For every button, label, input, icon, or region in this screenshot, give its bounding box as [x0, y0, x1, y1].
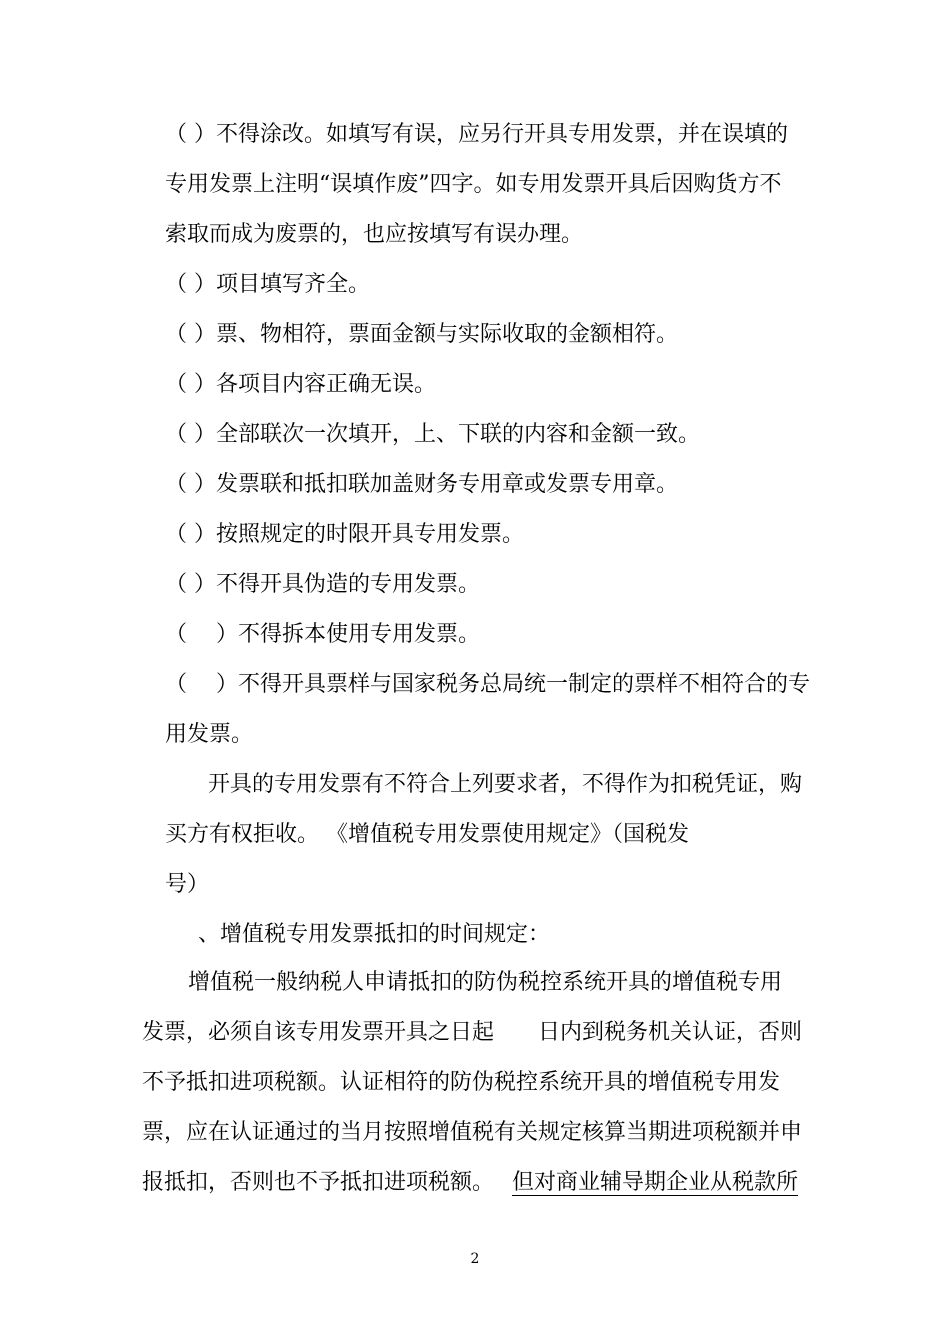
- text-line-18: 增值税一般纳税人申请抵扣的防伪税控系统开具的增值税专用: [188, 970, 783, 995]
- text-line-15: 买方有权拒收。 《增值税专用发票使用规定》（国税发: [165, 822, 689, 847]
- text-line-22: 报抵扣，否则也不予抵扣进项税额。: [142, 1170, 495, 1195]
- text-line-10: （ ）不得开具伪造的专用发票。: [165, 572, 480, 597]
- page-number: 2: [470, 1251, 480, 1267]
- text-line-6: （ ）各项目内容正确无误。: [165, 372, 436, 397]
- text-line-20: 不予抵扣进项税额。认证相符的防伪税控系统开具的增值税专用发: [142, 1070, 781, 1095]
- text-line-14: 开具的专用发票有不符合上列要求者，不得作为扣税凭证，购: [208, 772, 803, 797]
- underlined-text: 但对商业辅导期企业从税款所: [512, 1170, 799, 1195]
- text-line-16: 号）: [165, 872, 210, 897]
- text-line-9: （ ）按照规定的时限开具专用发票。: [165, 522, 524, 547]
- text-line-3: 索取而成为废票的，也应按填写有误办理。: [165, 222, 584, 247]
- text-line-21: 票，应在认证通过的当月按照增值税有关规定核算当期进项税额并申: [142, 1120, 803, 1145]
- text-line-4: （ ）项目填写齐全。: [165, 272, 370, 297]
- text-line-2: 专用发票上注明“误填作废”四字。如专用发票开具后因购货方不: [165, 172, 782, 197]
- text-line-1: （ ）不得涂改。如填写有误，应另行开具专用发票，并在误填的: [165, 122, 788, 147]
- text-line-19: 发票，必须自该专用发票开具之日起 日内到税务机关认证，否则: [142, 1020, 803, 1045]
- text-line-5: （ ）票、物相符，票面金额与实际收取的金额相符。: [165, 322, 678, 347]
- section-heading: 、增值税专用发票抵扣的时间规定：: [198, 922, 551, 947]
- text-line-13: 用发票。: [165, 722, 254, 747]
- text-line-11: （ ）不得拆本使用专用发票。: [165, 622, 480, 647]
- text-line-8: （ ）发票联和抵扣联加盖财务专用章或发票专用章。: [165, 472, 678, 497]
- text-line-7: （ ）全部联次一次填开，上、下联的内容和金额一致。: [165, 422, 700, 447]
- text-line-12: （ ）不得开具票样与国家税务总局统一制定的票样不相符合的专: [165, 672, 810, 697]
